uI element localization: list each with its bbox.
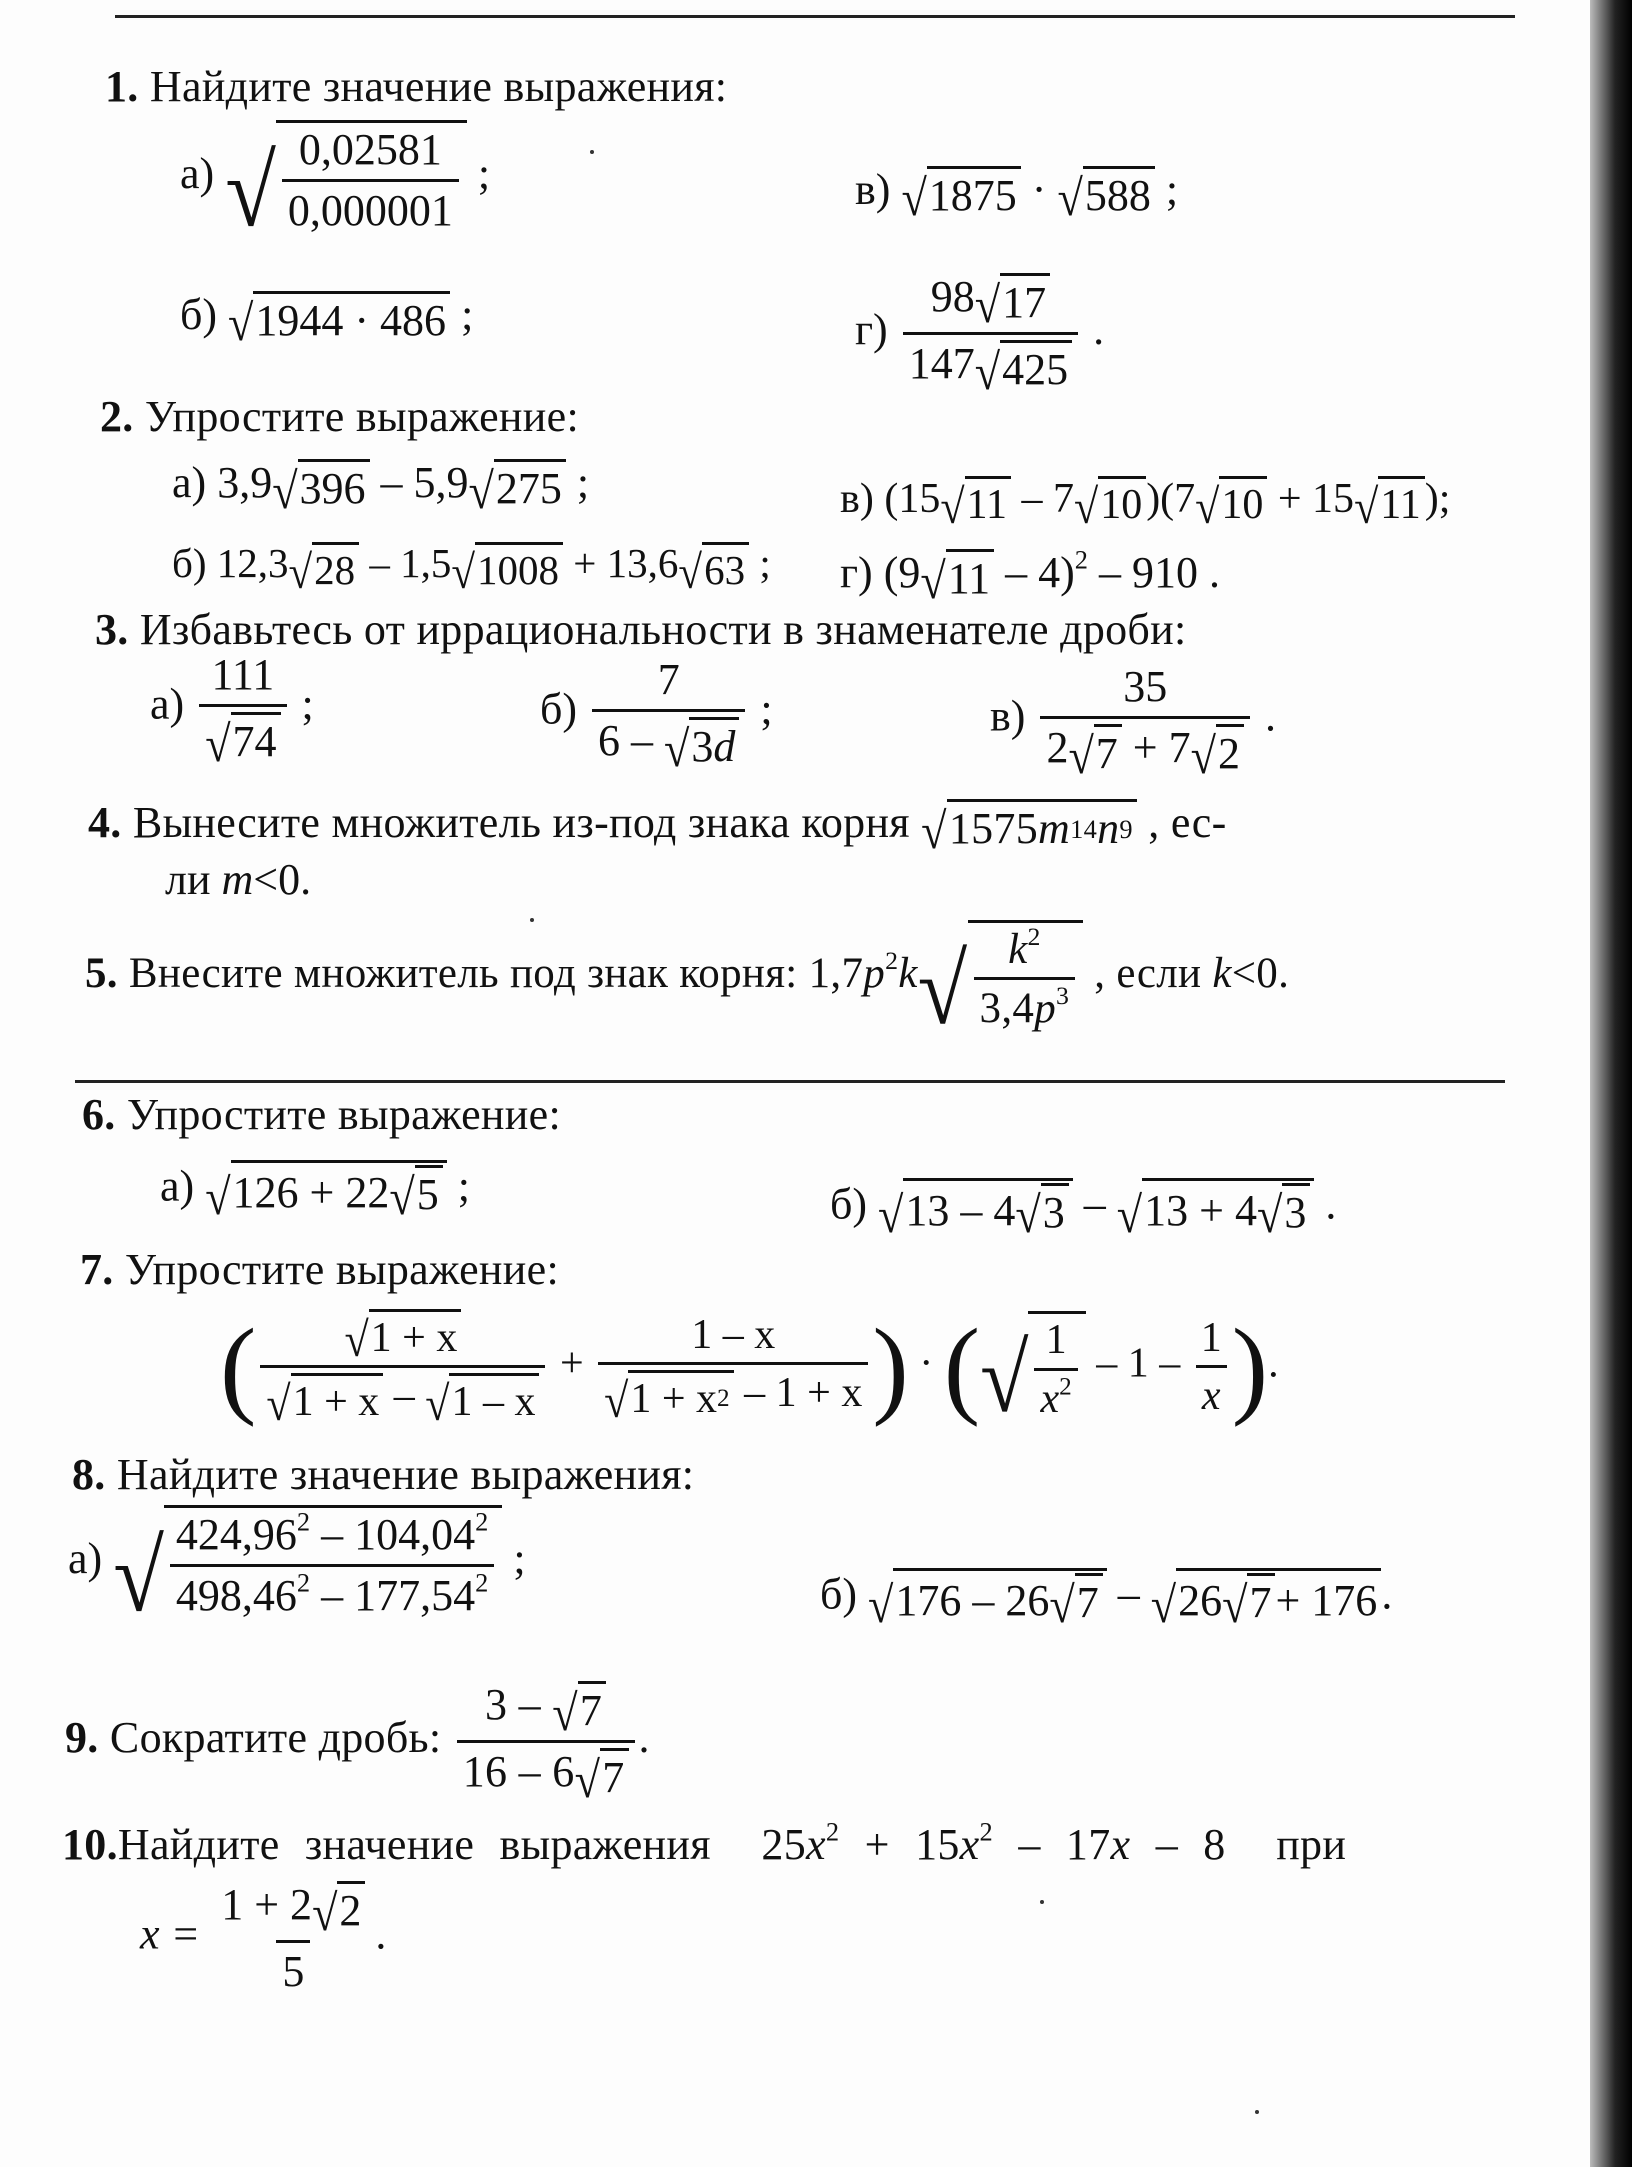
problem-8-heading: 8. Найдите значение выражения: [72,1450,695,1499]
problem-1g: г) 98 √ 17 147 √ 425 . [855,272,1105,401]
problem-7-expression: ( √ 1 + x √ 1 + x – √ 1 – x + 1 – x √ 1 + x 2 – 1 + x ) · ( √ $\frac{1}{x^2}$ – 1 – $\frac{1}{x}$ ). [220,1306,1279,1434]
speck [530,918,534,922]
speck [1040,1900,1044,1904]
radical: √ $\frac{0,02581}{0,000001}$ [225,120,467,236]
problem-3a: а) 111 √ 74 ; [150,650,314,773]
speck [590,150,594,154]
section-divider [75,1080,1505,1083]
speck [1255,2110,1259,2114]
problem-1-heading: 1. Найдите значение выражения: [105,62,728,111]
problem-6a: а) √ 126 + 22 √ 5 ; [160,1161,470,1226]
problem-2g: г) (9 √ 11 – 4)$^2$ – 910 . [840,544,1220,610]
problem-6b: б) √ 13 – 4 √ 3 – √ 13 + 4 √ 3 . [830,1179,1337,1244]
problem-2a: а) 3,9 √ 396 – 5,9 √ 275 ; [172,458,590,520]
problem-1a: а) √ $\frac{0,02581}{0,000001}$ ; [180,120,490,236]
problem-3-heading: 3. Избавьтесь от иррациональности в знаменателе дроби: [95,605,1187,654]
problem-10-line1: 10.Найдите значение выражения $25x^2 + 15x^2 - 17x - 8$ при [62,1816,1347,1869]
scan-edge [1590,0,1632,2167]
problem-1b: б) √ 1944 · 486 ; [180,290,474,352]
problem-3v: в) 35 2 √ 7 + 7 √ 2 . [990,662,1276,785]
problem-3b: б) 7 6 – √ 3 d ; [540,655,773,778]
problem-7-heading: 7. Упростите выражение: [80,1245,559,1294]
problem-5: 5. Внесите множитель под знак корня: $1,7p^2k$ √ $\frac{k^2}{3,4p^3}$ , если k<0. [85,921,1290,1045]
problem-2v: в) (15 √ 11 – 7 √ 10 )(7 √ 10 + 15 √ 11 ); [840,476,1451,534]
problem-4-line2: ли m<0. [165,855,312,904]
problem-1v: в) √ 1875 · √ 588 ; [855,165,1179,227]
problem-9: 9. Сократите дробь: 3 – √ 7 16 – 6 √ 7 . [65,1680,650,1809]
problem-2-heading: 2. Упростите выражение: [100,392,579,441]
problem-6-heading: 6. Упростите выражение: [82,1090,561,1139]
problem-8a: а) √ $\frac{424,96^2 - 104,04^2}{498,46^2 - 177,54^2}$ ; [68,1506,526,1633]
top-rule [115,15,1515,18]
problem-8b: б) √ 176 – 26 √ 7 – √ 26 √ 7 + 176 . [820,1569,1393,1634]
problem-2b: б) 12,3 √ 28 – 1,5 √ 1008 + 13,6 √ 63 ; [172,540,771,599]
problem-4-line1: 4. Вынесите множитель из-под знака корня √ 1575 m 14 n 9 , ес- [88,798,1227,860]
problem-10-line2: x = 1 + 2 √ 2 5 . [140,1880,387,1996]
